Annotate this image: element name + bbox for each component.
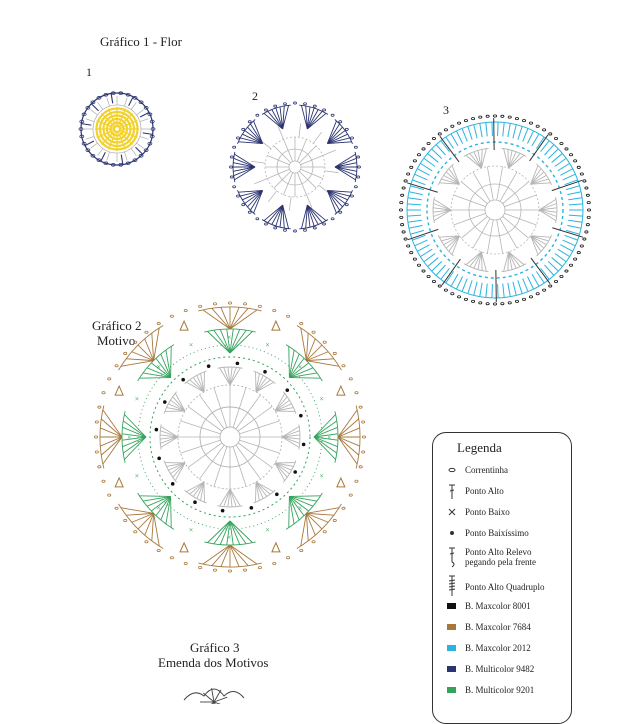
svg-text:×: × [298,362,303,371]
svg-text:×: × [327,433,332,442]
svg-text:×: × [227,333,232,342]
legend-title: Legenda [457,440,502,456]
step1-number: 1 [86,65,92,80]
svg-text:×: × [156,362,161,371]
svg-text:×: × [135,395,140,404]
double-crochet-icon [443,482,461,502]
legend-text: Correntinha [465,465,508,475]
color-swatch [447,603,456,609]
legend-swatch-row [433,660,571,680]
legend-item [433,503,571,523]
svg-text:×: × [298,504,303,513]
color-swatch [447,687,456,693]
svg-text:×: × [265,341,270,350]
color-swatch [447,666,456,672]
chart2-subtitle: Motivo [97,333,135,349]
color-swatch [447,624,456,630]
front-post-icon [443,545,461,569]
flower-step1 [79,92,155,166]
svg-text:×: × [156,504,161,513]
svg-text:×: × [265,525,270,534]
legend-text: Ponto Alto [465,486,504,496]
legend-text: Ponto Baixo [465,507,510,517]
legend-item [433,482,571,502]
legend-text: Ponto Alto Relevo pegando pela frente [465,547,536,567]
step2-number: 2 [252,89,258,104]
chart3-subtitle: Emenda dos Motivos [158,655,269,671]
svg-text:×: × [319,471,324,480]
motif-chart [94,302,365,572]
flower-step3 [399,115,590,305]
svg-text:×: × [227,533,232,542]
motif-join-chart [184,688,244,704]
single-crochet-icon [443,503,461,523]
svg-text:×: × [189,525,194,534]
color-swatch [447,645,456,651]
svg-text:×: × [135,471,140,480]
step3-number: 3 [443,103,449,118]
svg-text:×: × [189,341,194,350]
legend-swatch-row [433,597,571,617]
legend-text: B. Maxcolor 2012 [465,643,531,653]
legend-text: Ponto Alto Quadruplo [465,582,545,592]
legend-text: B. Maxcolor 7684 [465,622,531,632]
legend-swatch-row [433,681,571,701]
chart3-title: Gráfico 3 [190,640,239,656]
legend-text: B. Maxcolor 8001 [465,601,531,611]
svg-text:×: × [127,433,132,442]
legend-item [433,574,571,598]
svg-text:×: × [319,395,324,404]
legend-swatch-row [433,639,571,659]
legend-swatch-row [433,618,571,638]
legend-item [433,461,571,481]
chain-stitch-icon [443,461,461,481]
chart2-title: Gráfico 2 [92,318,141,334]
legend-text: B. Multicolor 9482 [465,664,534,674]
quad-treble-icon [443,574,461,598]
flower-step2 [230,102,361,232]
legend-item [433,545,571,569]
legend-panel [432,432,572,724]
legend-item [433,524,571,544]
legend-text: Ponto Baixíssimo [465,528,529,538]
slip-stitch-icon [443,524,461,544]
legend-text: B. Multicolor 9201 [465,685,534,695]
chart1-title: Gráfico 1 - Flor [100,34,182,50]
